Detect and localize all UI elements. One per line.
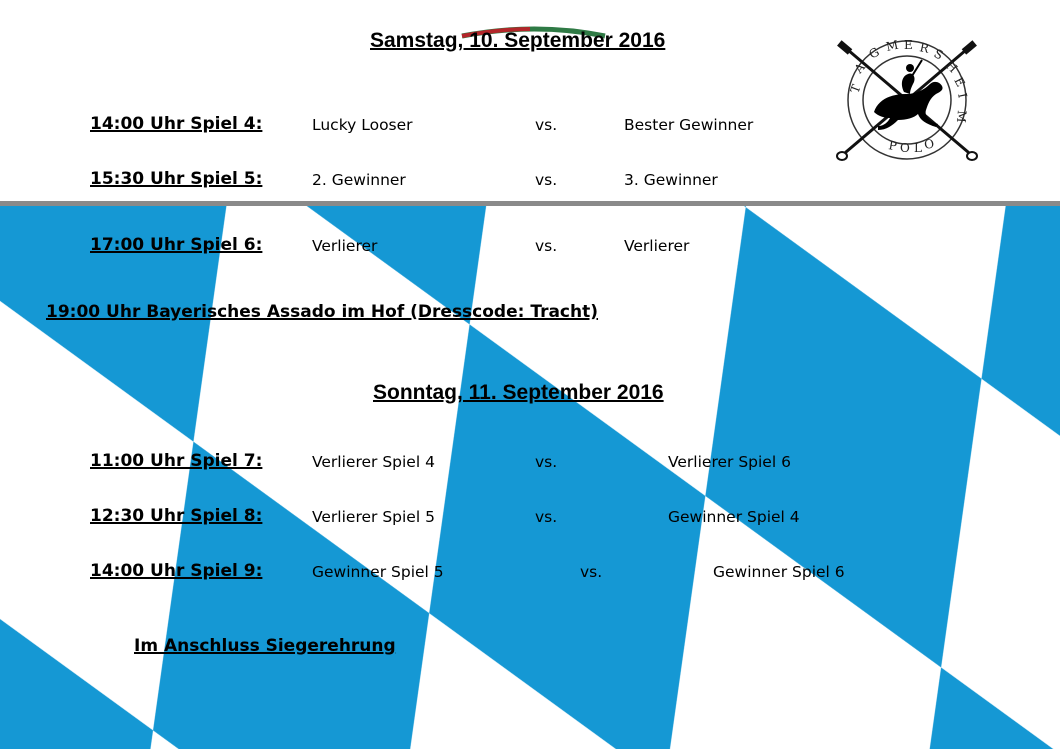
day1-game3-time: 17:00 Uhr Spiel 6: <box>90 235 263 255</box>
svg-text:I: I <box>955 91 970 100</box>
svg-text:L: L <box>914 141 922 155</box>
svg-text:T: T <box>847 82 864 96</box>
day2-game2-vs: vs. <box>535 508 558 526</box>
day1-evening-event: 19:00 Uhr Bayerisches Assado im Hof (Dresscode: Tracht) <box>46 302 599 322</box>
day1-heading: Samstag, 10. September 2016 <box>370 29 666 52</box>
svg-text:S: S <box>931 46 946 63</box>
svg-text:M: M <box>884 37 900 54</box>
day2-game3-time-colon: : <box>255 561 263 581</box>
day2-game1-time: 11:00 Uhr Spiel 7: <box>90 451 263 471</box>
day2-game3-away: Gewinner Spiel 6 <box>713 563 845 581</box>
day1-game2-time: 15:30 Uhr Spiel 5: <box>90 169 263 189</box>
svg-text:O: O <box>900 141 910 155</box>
svg-text:P: P <box>887 138 898 154</box>
day2-heading: Sonntag, 11. September 2016 <box>373 381 664 404</box>
day2-game2-home: Verlierer Spiel 5 <box>312 508 435 526</box>
day2-game2-away: Gewinner Spiel 4 <box>668 508 800 526</box>
day2-closing-ceremony: Im Anschluss Siegerehrung <box>134 636 396 656</box>
svg-text:E: E <box>904 38 913 52</box>
day1-game1-away: Bester Gewinner <box>624 116 754 134</box>
day1-game1-home: Lucky Looser <box>312 116 413 134</box>
tagmersheim-polo-logo <box>826 34 988 166</box>
day2-game1-vs: vs. <box>535 453 558 471</box>
day1-game1-vs: vs. <box>535 116 558 134</box>
day2-game3-time-label: 14:00 Uhr Spiel 9 <box>90 561 256 581</box>
day2-game1-away: Verlierer Spiel 6 <box>668 453 791 471</box>
day2-game3-vs: vs. <box>580 563 603 581</box>
day1-game2-away: 3. Gewinner <box>624 171 718 189</box>
day1-game2-home: 2. Gewinner <box>312 171 406 189</box>
day1-game3-vs: vs. <box>535 237 558 255</box>
day2-game3-time <box>90 561 262 581</box>
svg-text:G: G <box>866 44 882 62</box>
svg-text:R: R <box>918 40 931 56</box>
day2-game2-time: 12:30 Uhr Spiel 8: <box>90 506 263 526</box>
svg-text:H: H <box>942 58 961 76</box>
svg-text:A: A <box>851 60 868 76</box>
day2-game3-home: Gewinner Spiel 5 <box>312 563 444 581</box>
day1-game3-home: Verlierer <box>312 237 378 255</box>
svg-text:M: M <box>953 109 969 124</box>
day1-game1-time: 14:00 Uhr Spiel 4: <box>90 114 263 134</box>
svg-text:O: O <box>923 136 936 152</box>
day1-game3-away: Verlierer <box>624 237 690 255</box>
day2-game1-home: Verlierer Spiel 4 <box>312 453 435 471</box>
day1-game2-vs: vs. <box>535 171 558 189</box>
svg-text:E: E <box>951 74 968 90</box>
